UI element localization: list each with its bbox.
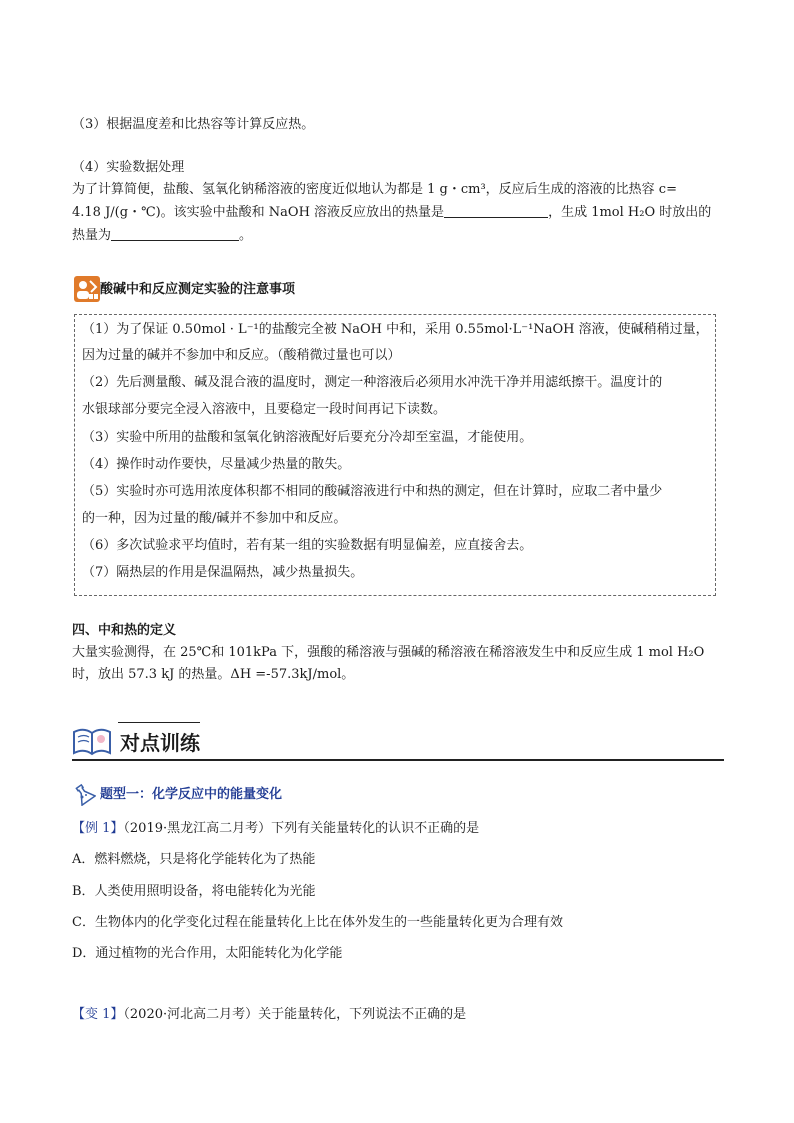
example-tag: 【例 1】	[72, 821, 124, 836]
option-b[interactable]: B．人类使用照明设备，将电能转化为光能	[72, 884, 316, 899]
note-line: （5）实验时亦可选用浓度体积都不相同的酸碱溶液进行中和热的测定，但在计算时，应取二者中量少	[82, 484, 663, 499]
note-line: 因为过量的碱并不参加中和反应。（酸稍微过量也可以）	[82, 348, 401, 363]
section4-title: 四、中和热的定义	[72, 623, 177, 638]
step4-line3-a: 热量为	[72, 228, 112, 243]
section4-line1: 大量实验测得，在 25℃和 101kPa 下，强酸的稀溶液与强碱的稀溶液在稀溶液发生中和反应生成 1 mol H₂O	[72, 645, 705, 660]
flask-icon	[72, 782, 96, 806]
step4-line2-b: ，生成 1mol H₂O 时放出的	[548, 205, 712, 220]
note-line: 水银球部分要完全浸入溶液中，且要稳定一段时间再记下读数。	[82, 402, 447, 417]
option-d[interactable]: D．通过植物的光合作用，太阳能转化为化学能	[72, 946, 343, 961]
note-line: （3）实验中所用的盐酸和氢氧化钠溶液配好后要充分冷却至室温，才能使用。	[82, 430, 533, 445]
example-text: （2019·黑龙江高二月考）下列有关能量转化的认识不正确的是	[123, 821, 480, 836]
heat-per-mol-blank[interactable]	[111, 227, 239, 241]
step4-line3	[72, 227, 252, 245]
step4-line1: 为了计算简便，盐酸、氢氧化钠稀溶液的密度近似地认为都是 1 g・cm³，反应后生成的溶液的比热容 c=	[72, 182, 677, 197]
note-line: 的一种，因为过量的酸/碱并不参加中和反应。	[82, 511, 347, 526]
note-line: （6）多次试验求平均值时，若有某一组的实验数据有明显偏差，应直接舍去。	[82, 538, 533, 553]
note-line: （2）先后测量酸、碱及混合液的温度时，测定一种溶液后必须用水冲洗干净并用滤纸擦干。温度计的	[82, 375, 663, 390]
step4-title: （4）实验数据处理	[72, 160, 185, 175]
section4-line2: 时，放出 57.3 kJ 的热量。ΔH =-57.3kJ/mol。	[72, 667, 355, 682]
variant-text: （2020·河北高二月考）关于能量转化，下列说法不正确的是	[123, 1007, 467, 1022]
book-icon	[72, 724, 112, 756]
variant-tag: 【变 1】	[72, 1007, 124, 1022]
title-overline	[118, 722, 200, 723]
step4-line2-a: 4.18 J/(g・℃)。该实验中盐酸和 NaOH 溶液反应放出的热量是	[72, 205, 445, 220]
variant-question	[72, 1006, 466, 1024]
notes-heading: 酸碱中和反应测定实验的注意事项	[100, 282, 296, 297]
note-line: （4）操作时动作要快，尽量减少热量的散失。	[82, 457, 351, 472]
example-question	[72, 820, 479, 838]
heat-blank[interactable]	[444, 204, 548, 218]
question-type-label: 题型一：化学反应中的能量变化	[100, 787, 283, 802]
step4-line2	[72, 204, 711, 222]
option-c[interactable]: C．生物体内的化学变化过程在能量转化上比在体外发生的一些能量转化更为合理有效	[72, 915, 563, 930]
step3-text: （3）根据温度差和比热容等计算反应热。	[72, 117, 315, 132]
step4-line3-b: 。	[239, 228, 253, 243]
notes-icon	[74, 276, 100, 302]
note-line: （1）为了保证 0.50mol · L⁻¹的盐酸完全被 NaOH 中和，采用 0.55mol·L⁻¹NaOH 溶液，使碱稍稍过量，	[82, 322, 709, 337]
note-line: （7）隔热层的作用是保温隔热，减少热量损失。	[82, 565, 364, 580]
section-rule	[72, 759, 724, 761]
option-a[interactable]: A．燃料燃烧，只是将化学能转化为了热能	[72, 852, 316, 867]
training-title: 对点训练	[120, 731, 200, 755]
